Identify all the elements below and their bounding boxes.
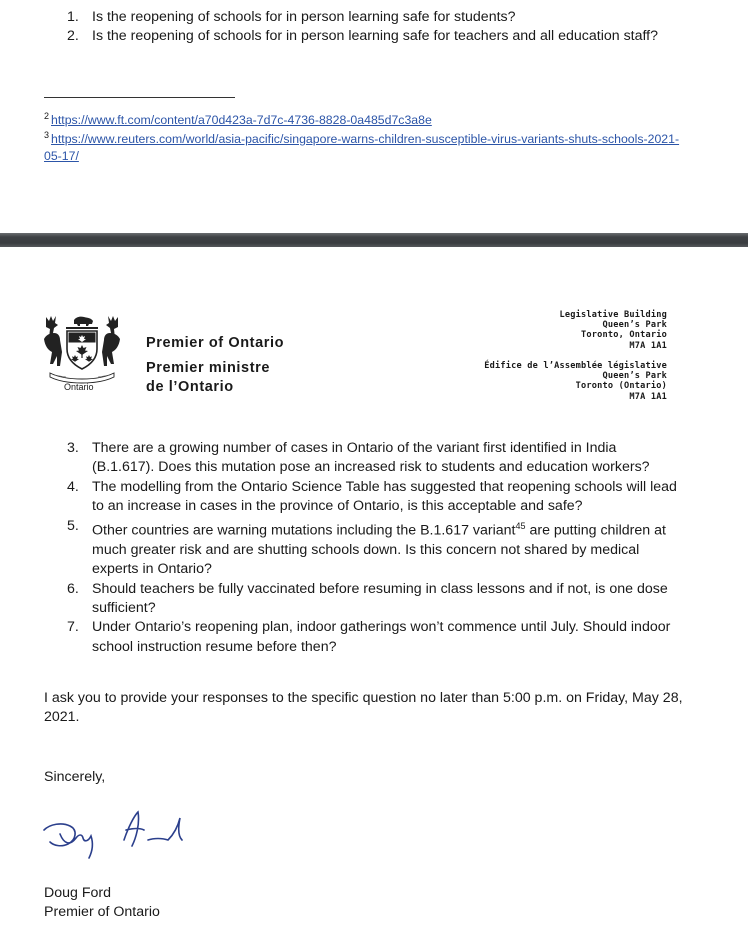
footnote-link[interactable]: https://www.ft.com/content/a70d423a-7d7c-4736-8828-0a485d7c3a8e	[51, 113, 432, 127]
item-text-end: are putting children at much greater risk and are shutting schools down. Is this concern not shared by medical experts in Ontario?	[92, 522, 666, 578]
footnote-reference: 45	[515, 520, 526, 531]
item-number: 3.	[67, 440, 79, 456]
request-paragraph: I ask you to provide your responses to the specific question no later than 5:00 p.m. on Friday, May 28, 2021.	[44, 690, 683, 726]
list-item	[67, 478, 677, 517]
question-list-main	[67, 439, 677, 657]
footnote-mark: 2	[44, 111, 50, 121]
logo-caption: Ontario	[64, 382, 94, 392]
document-page-2	[0, 247, 748, 927]
item-text: Is the reopening of schools for in person learning safe for students?	[92, 9, 516, 25]
item-number: 5.	[67, 517, 79, 534]
signer-title: Premier of Ontario	[44, 904, 160, 920]
item-number: 6.	[67, 580, 79, 597]
item-number: 2.	[67, 28, 79, 45]
item-text-start: Other countries are warning mutations including the B.1.617 variant	[92, 522, 516, 539]
office-name-french-line1: Premier ministre	[146, 360, 271, 376]
address-line: M7A 1A1	[629, 340, 667, 351]
footnote-mark: 3	[44, 130, 50, 140]
office-name-french-line2: de l’Ontario	[146, 379, 234, 395]
item-text: Should teachers be fully vaccinated before resuming in class lessons and if not, is one dose sufficient?	[92, 580, 668, 616]
address-line: Legislative Building	[559, 310, 667, 320]
item-number: 4.	[67, 478, 79, 495]
question-list-top	[67, 8, 667, 47]
footnote-2	[44, 108, 432, 129]
item-text: Is the reopening of schools for in person learning safe for teachers and all education staff?	[92, 28, 659, 45]
address-line: Toronto (Ontario)	[575, 381, 667, 392]
list-item	[67, 517, 677, 580]
list-item	[67, 580, 677, 619]
signer-name: Doug Ford	[44, 885, 112, 901]
list-item	[67, 27, 667, 46]
footnote-separator	[44, 97, 235, 98]
address-line: M7A 1A1	[629, 391, 667, 402]
item-text: There are a growing number of cases in Ontario of the variant first identified in India (B.1.617). Does this mutation pose an increased risk to students and education workers?	[92, 440, 650, 476]
item-text: The modelling from the Ontario Science Table has suggested that reopening schools will lead to an increase in cases in the province of Ontario, is this acceptable and safe?	[92, 478, 677, 515]
address-line: Toronto, Ontario	[581, 330, 667, 341]
item-text: Under Ontario’s reopening plan, indoor gatherings won’t commence until July. Should indoor school instruction resume before then?	[92, 619, 671, 655]
footnote-3	[44, 127, 684, 165]
office-name-english: Premier of Ontario	[146, 335, 285, 351]
address-line: Queen’s Park	[602, 371, 667, 382]
address-line: Édifice de l’Assemblée législative	[484, 361, 667, 371]
item-number: 7.	[67, 619, 79, 636]
list-item	[67, 618, 677, 657]
document-page-1	[0, 0, 748, 233]
footnote-link[interactable]: https://www.reuters.com/world/asia-pacific/singapore-warns-children-susceptible-virus-variants-shuts-schools-2021-05-17/	[44, 132, 680, 163]
address-french	[484, 361, 667, 402]
list-item	[67, 439, 677, 478]
page-separator	[0, 233, 748, 247]
address-english	[560, 310, 667, 351]
address-line: Queen’s Park	[602, 320, 667, 331]
closing-salutation: Sincerely,	[44, 769, 106, 785]
office-name-french	[146, 359, 270, 397]
item-number: 1.	[67, 9, 79, 25]
signature-image	[40, 800, 200, 870]
list-item	[67, 8, 667, 27]
